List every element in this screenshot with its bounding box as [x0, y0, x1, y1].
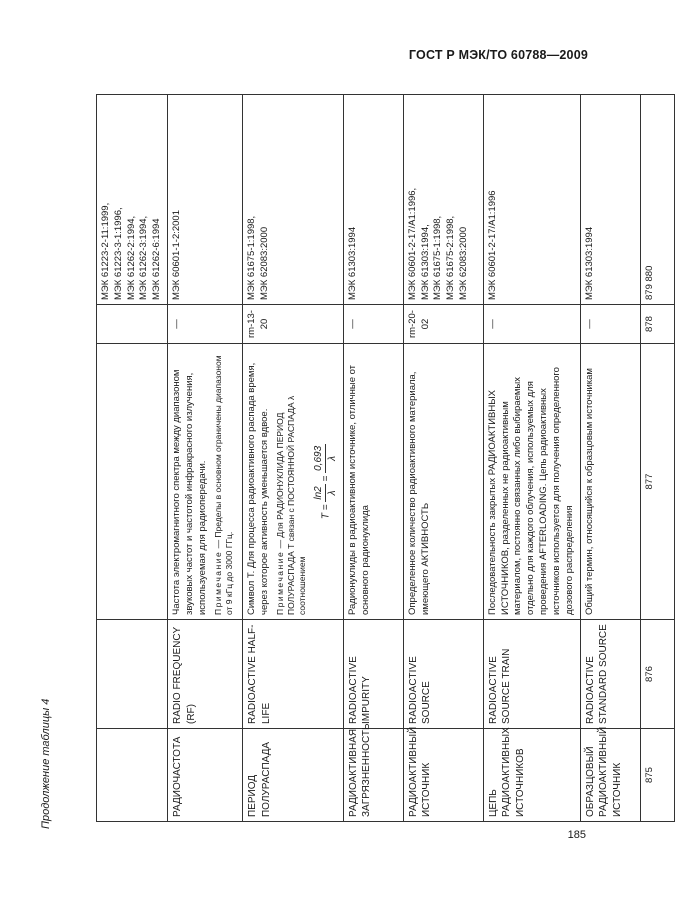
- refs-cell: [243, 95, 344, 305]
- row-number: 879: [643, 284, 655, 300]
- terms-table: [96, 94, 675, 822]
- definition-cell: Определенное количество радиоактивного материала, имеющего АКТИВНОСТЬ: [403, 344, 483, 620]
- definition-cell: [168, 344, 243, 620]
- en-term-cell: RADIOACTIVE HALF-LIFE: [243, 620, 344, 729]
- definition-text: Символ T. Для процесса радиоактивного распада время, через которое активность уменьшается вдвое.: [246, 362, 270, 615]
- refs-cell: [168, 95, 243, 305]
- code-cell: —: [168, 305, 243, 344]
- ref-line: МЭК 61262-3:1994,: [138, 215, 150, 300]
- note: [213, 348, 235, 615]
- blank-cell: [97, 620, 168, 729]
- table-row-880: [580, 95, 640, 822]
- rotated-table-wrapper: [96, 95, 655, 822]
- ru-term-cell: РАДИОЧАСТОТА: [168, 729, 243, 822]
- formula-lhs: T =: [320, 504, 332, 520]
- note-label: Примечание: [212, 550, 223, 615]
- table-row-numbers: [640, 95, 674, 822]
- code-cell: —: [343, 305, 403, 344]
- ru-term-cell: ОБРАЗЦОВЫЙ РАДИОАКТИВНЫЙ ИСТОЧНИК: [580, 729, 640, 822]
- definition-cell: Последовательность закрытых РАДИОАКТИВНЫХ ИСТОЧНИКОВ, разделенных не радиоактивным материалом, постоянно связанных либо выбираемых отдельно для каждого облучения, используемых для проведения AFTERLOADING. Цепь радиоактивных источников используется для получения определенного дозового распределения: [483, 344, 580, 620]
- ru-term-cell: РАДИОАКТИВНЫЙ ИСТОЧНИК: [403, 729, 483, 822]
- ref-line: МЭК 61675-1:1998,: [432, 215, 444, 300]
- page-number: 185: [567, 829, 586, 841]
- fraction-denominator: λ: [327, 490, 339, 496]
- definition-cell: Радионуклиды в радиоактивном источнике, отличные от основного радионуклида: [343, 344, 403, 620]
- fraction: [312, 484, 340, 501]
- blank-cell: [97, 344, 168, 620]
- table-caption: Продолжение таблицы 4: [40, 698, 52, 829]
- fraction-numerator: ln2: [312, 484, 327, 501]
- row-number-cell: 877: [640, 344, 674, 620]
- ref-line: МЭК 61675-2:1998,: [445, 215, 457, 300]
- ref-line: МЭК 61262-6:1994: [151, 218, 163, 300]
- definition-cell: Общий термин, относящийся к образцовым источникам: [580, 344, 640, 620]
- ref-line: МЭК 60601-2-17/A1:1996: [486, 190, 498, 300]
- refs-cell: [97, 95, 168, 305]
- en-term-cell: RADIOACTIVE IMPURITY: [343, 620, 403, 729]
- fraction: [312, 444, 340, 473]
- code-cell: rm-13-20: [243, 305, 344, 344]
- ref-line: МЭК 61303:1994: [346, 226, 358, 300]
- ref-line: МЭК 61223-2-11:1999,: [100, 202, 111, 300]
- row-number: 880: [643, 265, 655, 282]
- code-cell: —: [580, 305, 640, 344]
- ru-term-cell: ПЕРИОД ПОЛУРАСПАДА: [243, 729, 344, 822]
- ref-line: МЭК 62083:2000: [458, 226, 470, 300]
- refs-cell: [580, 95, 640, 305]
- row-number-cell: 878: [640, 305, 674, 344]
- table-row-877: [343, 95, 403, 822]
- refs-cell: [343, 95, 403, 305]
- blank-cell: [97, 729, 168, 822]
- ref-line: МЭК 60601-2-17/A1:1996,: [406, 187, 418, 300]
- row-number-cell: 876: [640, 620, 674, 729]
- document-header: ГОСТ Р МЭК/ТО 60788—2009: [408, 48, 588, 62]
- definition-cell: [243, 344, 344, 620]
- fraction-numerator: 0,693: [312, 444, 327, 473]
- table-row-876: [243, 95, 344, 822]
- row-numbers-rest: [640, 95, 674, 305]
- half-life-formula: [312, 348, 340, 615]
- en-term-cell: RADIO FREQUENCY (RF): [168, 620, 243, 729]
- ru-term-cell: РАДИОАКТИВНАЯ ЗАГРЯЗНЕННОСТЬ: [343, 729, 403, 822]
- table-row-878: [403, 95, 483, 822]
- code-cell: rm-20-02: [403, 305, 483, 344]
- table-row-875: [168, 95, 243, 822]
- ref-line: МЭК 61223-3-1:1996,: [112, 207, 124, 300]
- fraction-denominator: λ: [327, 455, 339, 461]
- ref-line: МЭК 61262-2:1994,: [125, 215, 137, 300]
- note: [275, 348, 308, 615]
- en-term-cell: RADIOACTIVE STANDARD SOURCE: [580, 620, 640, 729]
- code-cell: —: [483, 305, 580, 344]
- table-row-header-blank: [97, 95, 168, 822]
- ref-line: МЭК 61303:1994: [583, 226, 595, 300]
- note-text: — Пределы в основном ограничены диапазоном от 9 кГц до 3000 ГГц.: [212, 355, 234, 615]
- definition-text: Частота электромагнитного спектра между диапазоном звуковых частот и частотой инфракрасного излучения, используемая для радиопередачи.: [171, 369, 208, 615]
- table-row-879: [483, 95, 580, 822]
- ref-line: МЭК 61303:1994,: [419, 224, 431, 300]
- refs-cell: [483, 95, 580, 305]
- ref-line: МЭК 61675-1:1998,: [246, 215, 258, 300]
- en-term-cell: RADIOACTIVE SOURCE: [403, 620, 483, 729]
- refs-cell: [403, 95, 483, 305]
- note-text: — Для РАДИОНУКЛИДА ПЕРИОД ПОЛУРАСПАДА T связан с ПОСТОЯННОЙ РАСПАДА λ соотношением: [274, 395, 307, 615]
- blank-cell: [97, 305, 168, 344]
- en-term-cell: RADIOACTIVE SOURCE TRAIN: [483, 620, 580, 729]
- ref-line: МЭК 62083:2000: [258, 226, 270, 300]
- ru-term-cell: ЦЕПЬ РАДИОАКТИВНЫХ ИСТОЧНИКОВ: [483, 729, 580, 822]
- row-number-cell: 875: [640, 729, 674, 822]
- ref-line: МЭК 60601-1-2:2001: [171, 210, 183, 300]
- note-label: Примечание: [274, 550, 285, 615]
- formula-equals: =: [320, 475, 332, 482]
